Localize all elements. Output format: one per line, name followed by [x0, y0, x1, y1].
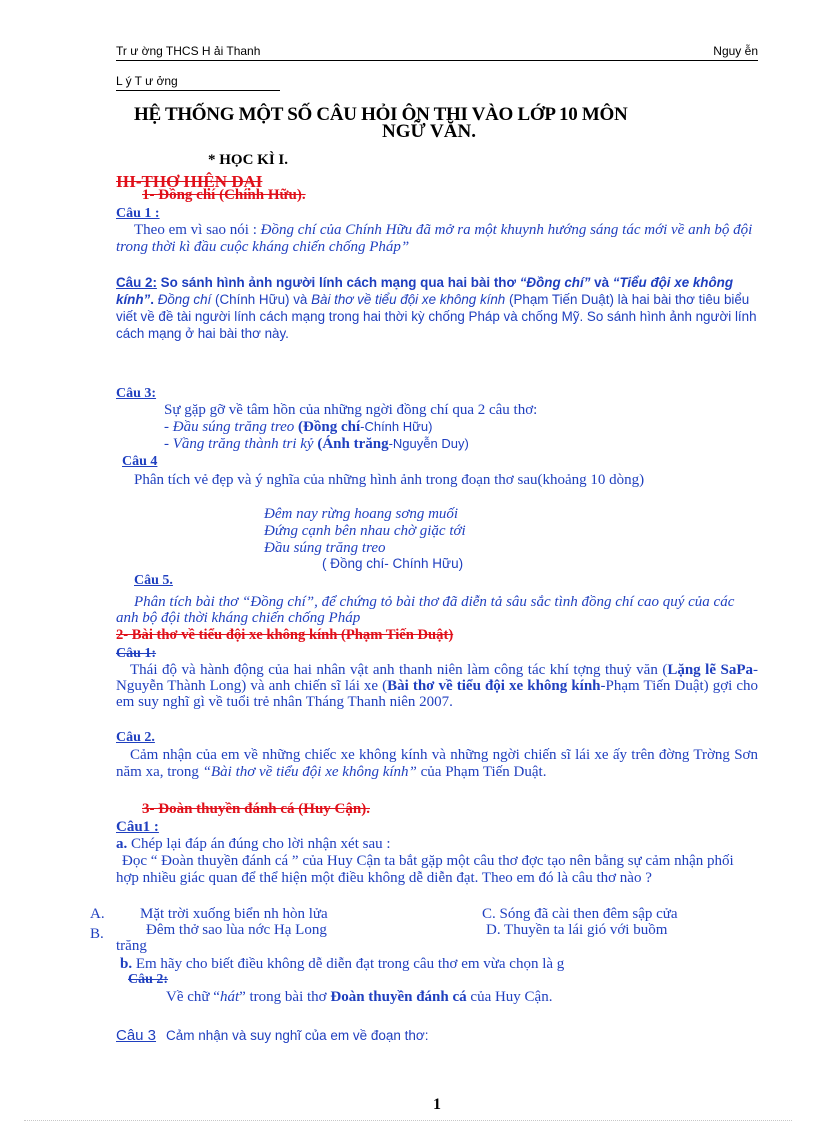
- poem1-q3-line1: Sự gặp gỡ về tâm hồn của những ngời đồng chí qua 2 câu thơ:: [164, 402, 538, 418]
- poem2-q2-text1: Cảm nhận của em về những chiếc xe không kính và những ngời chiến sĩ lái xe ấy trên đờng Trờng Sơn năm xa, trong: [116, 747, 758, 780]
- poem1-q4-verse2: Đứng cạnh bên nhau chờ giặc tới: [264, 523, 466, 539]
- poem1-q3-source2: (Ánh trăng: [317, 436, 389, 452]
- poem1-q2-bold2: và: [590, 275, 613, 290]
- poem2-q1-title2: Bài thơ về tiểu đội xe không kính: [387, 678, 601, 694]
- poem3-q2-title: Đoàn thuyền đánh cá: [330, 989, 467, 1005]
- poem1-q2-text: [116, 274, 758, 342]
- poem3-q1-b: [120, 956, 564, 973]
- poem3-q1-a-prefix: a.: [116, 836, 128, 852]
- poem3-q1-prompt: Đọc “ Đoàn thuyền đánh cá ” của Huy Cận ta bắt gặp một câu thơ đợc tạo nên bằng sự cảm nhận phối hợp nhiều giác quan để thể hiện một điều không dễ diễn đạt. Theo em đó là câu thơ nào ?: [116, 853, 734, 886]
- header-author-left: [116, 74, 280, 91]
- header-school: Tr ư ờng THCS H ải Thanh: [116, 44, 261, 58]
- poem3-q1-optB-label: B.: [90, 926, 104, 942]
- poem1-q3-author2: -Nguyễn Duy): [388, 436, 469, 451]
- poem3-q2-text2: ” trong bài thơ: [239, 989, 331, 1005]
- poem3-q1-b-prefix: b.: [120, 956, 133, 972]
- poem2-q2-text: [116, 747, 758, 781]
- poem3-q1-optD-cont: trăng: [116, 938, 147, 954]
- poem3-q2-text: [166, 989, 552, 1006]
- poem1-q4-verse1: Đêm nay rừng hoang sơng muối: [264, 506, 459, 522]
- poem1-q5-label: Câu 5.: [134, 573, 173, 588]
- poem2-q1-label: Câu 1:: [116, 646, 157, 661]
- poem2-heading: 2- Bài thơ về tiểu đội xe không kính (Phạm Tiến Duật): [116, 627, 454, 643]
- poem2-q2-text2: của Phạm Tiến Duật.: [416, 764, 547, 780]
- page-title-line2: NGỮ VĂN.: [382, 121, 476, 142]
- poem1-q4-source: ( Đồng chí- Chính Hữu): [322, 556, 464, 571]
- page-title-line1: HỆ THỐNG MỘT SỐ CÂU HỎI ÔN THI VÀO LỚP 10 MÔN: [134, 104, 628, 125]
- poem1-q3-line3: [164, 436, 469, 453]
- poem3-q1-a-text: Chép lại đáp án đúng cho lời nhận xét sau :: [127, 836, 391, 852]
- poem1-q2-italic2: Bài thơ về tiểu đội xe không kính: [311, 292, 506, 307]
- poem1-q2-bold1: So sánh hình ảnh người lính cách mạng qua hai bài thơ: [156, 275, 520, 290]
- poem3-heading: 3- Đoàn thuyền đánh cá (Huy Cận).: [142, 801, 370, 817]
- poem1-heading: 1- Đồng chí (Chính Hữu).: [142, 187, 306, 203]
- poem1-q5-text: Phân tích bài thơ “Đồng chí”, để chứng tỏ bài thơ đã diễn tả sâu sắc tình đồng chí cao quý của các anh bộ đội thời kháng chiến chống Pháp: [116, 594, 735, 626]
- section-heading: III-THƠ HIỆN ĐẠI: [116, 172, 263, 191]
- poem3-q1-label: Câu1 :: [116, 819, 159, 835]
- poem2-q2-label: Câu 2.: [116, 730, 155, 745]
- poem3-q2-text1: Về chữ “: [166, 989, 220, 1005]
- poem1-q3-author1: -Chính Hữu): [360, 419, 433, 434]
- poem3-q1-optA: Mặt trời xuống biển nh hòn lửa: [140, 906, 328, 922]
- page-number: 1: [433, 1096, 441, 1113]
- poem1-q4-verse3: Đầu súng trăng treo: [264, 540, 386, 556]
- poem3-q1-optA-label: A.: [90, 906, 105, 922]
- poem2-q1-text: [116, 662, 758, 710]
- poem2-q1-text3: -Phạm Tiến Duật) gợi cho em suy nghĩ gì về tuổi trẻ nhân Tháng Thanh niên 2007.: [116, 678, 759, 710]
- header-author-left-text: L ý T ư ởng: [116, 74, 178, 88]
- poem1-q3-source1: (Đồng chí: [298, 419, 361, 435]
- poem3-q1-optC: C. Sóng đã cài then đêm sập cửa: [482, 906, 678, 922]
- poem3-q2-text3: của Huy Cận.: [466, 989, 553, 1005]
- poem3-q2-label: Câu 2:: [128, 972, 169, 987]
- poem1-q2-bold3: .: [150, 292, 158, 307]
- poem3-q3-label: Câu 3: [116, 1027, 157, 1044]
- poem1-q4-label: Câu 4: [122, 454, 158, 469]
- header-author-right: Nguy ễn: [713, 44, 758, 58]
- poem1-q3-label: Câu 3:: [116, 386, 157, 401]
- poem3-q1-b-text: Em hãy cho biết điều không dễ diễn đạt trong câu thơ em vừa chọn là g: [132, 956, 565, 972]
- poem3-q1-a: [116, 836, 391, 853]
- poem3-q2-word: hát: [219, 989, 240, 1005]
- poem1-q1-text: [116, 222, 758, 256]
- poem3-q1-optB: Đêm thở sao lùa nớc Hạ Long: [146, 922, 327, 938]
- semester-heading: * HỌC KÌ I.: [208, 152, 289, 168]
- poem1-q4-text: Phân tích vẻ đẹp và ý nghĩa của những hình ảnh trong đoạn thơ sau(khoảng 10 dòng): [134, 472, 645, 488]
- poem1-q2-text2: (Phạm Tiến Duật) là hai bài thơ tiêu biểu viết về đề tài người lính cách mạng trong hai thời kỳ chống Pháp và chống Mỹ. So sánh hình ảnh người lính cách mạng ở hai bài thơ này.: [116, 292, 757, 341]
- poem1-q2-text1: (Chính Hữu) và: [211, 292, 312, 307]
- poem2-q2-italic1: “Bài thơ về tiểu đội xe không kính”: [202, 764, 417, 780]
- poem1-q2-title2: “Tiểu đội xe không kính”: [116, 275, 734, 307]
- poem1-q3-line2: [164, 419, 432, 436]
- poem1-q1-lead: Theo em vì sao nói :: [134, 222, 261, 238]
- poem2-q1-title1: Lặng lẽ SaPa: [667, 662, 753, 678]
- poem1-q2-title1: “Đồng chí”: [519, 275, 591, 290]
- poem1-q1-italic: Đồng chí của Chính Hữu đã mở ra một khuynh hướng sáng tác mới về anh bộ đội trong thời kì đầu cuộc kháng chiến chống Pháp”: [116, 222, 753, 255]
- page-footer-rule: [24, 1120, 792, 1121]
- poem1-q1-label: Câu 1 :: [116, 206, 160, 221]
- poem1-q3-verse1: - Đầu súng trăng treo: [164, 419, 299, 435]
- poem1-q2-italic1: Đồng chí: [157, 292, 212, 307]
- poem3-q3: [116, 1027, 429, 1045]
- poem1-q3-verse2: - Vầng trăng thành tri kỷ: [164, 436, 318, 452]
- poem1-q2-label: Câu 2:: [116, 275, 157, 290]
- poem3-q3-text: Cảm nhận và suy nghĩ của em về đoạn thơ:: [166, 1028, 429, 1043]
- poem2-q1-text2: - Nguyễn Thành Long) và anh chiến sĩ lái xe (: [116, 662, 758, 694]
- poem2-q1-text1: Thái độ và hành động của hai nhân vật anh thanh niên làm công tác khí tợng thuỷ văn (: [130, 662, 668, 678]
- page-header: [116, 44, 758, 61]
- poem3-q1-optD: D. Thuyền ta lái gió với buồm: [486, 922, 668, 938]
